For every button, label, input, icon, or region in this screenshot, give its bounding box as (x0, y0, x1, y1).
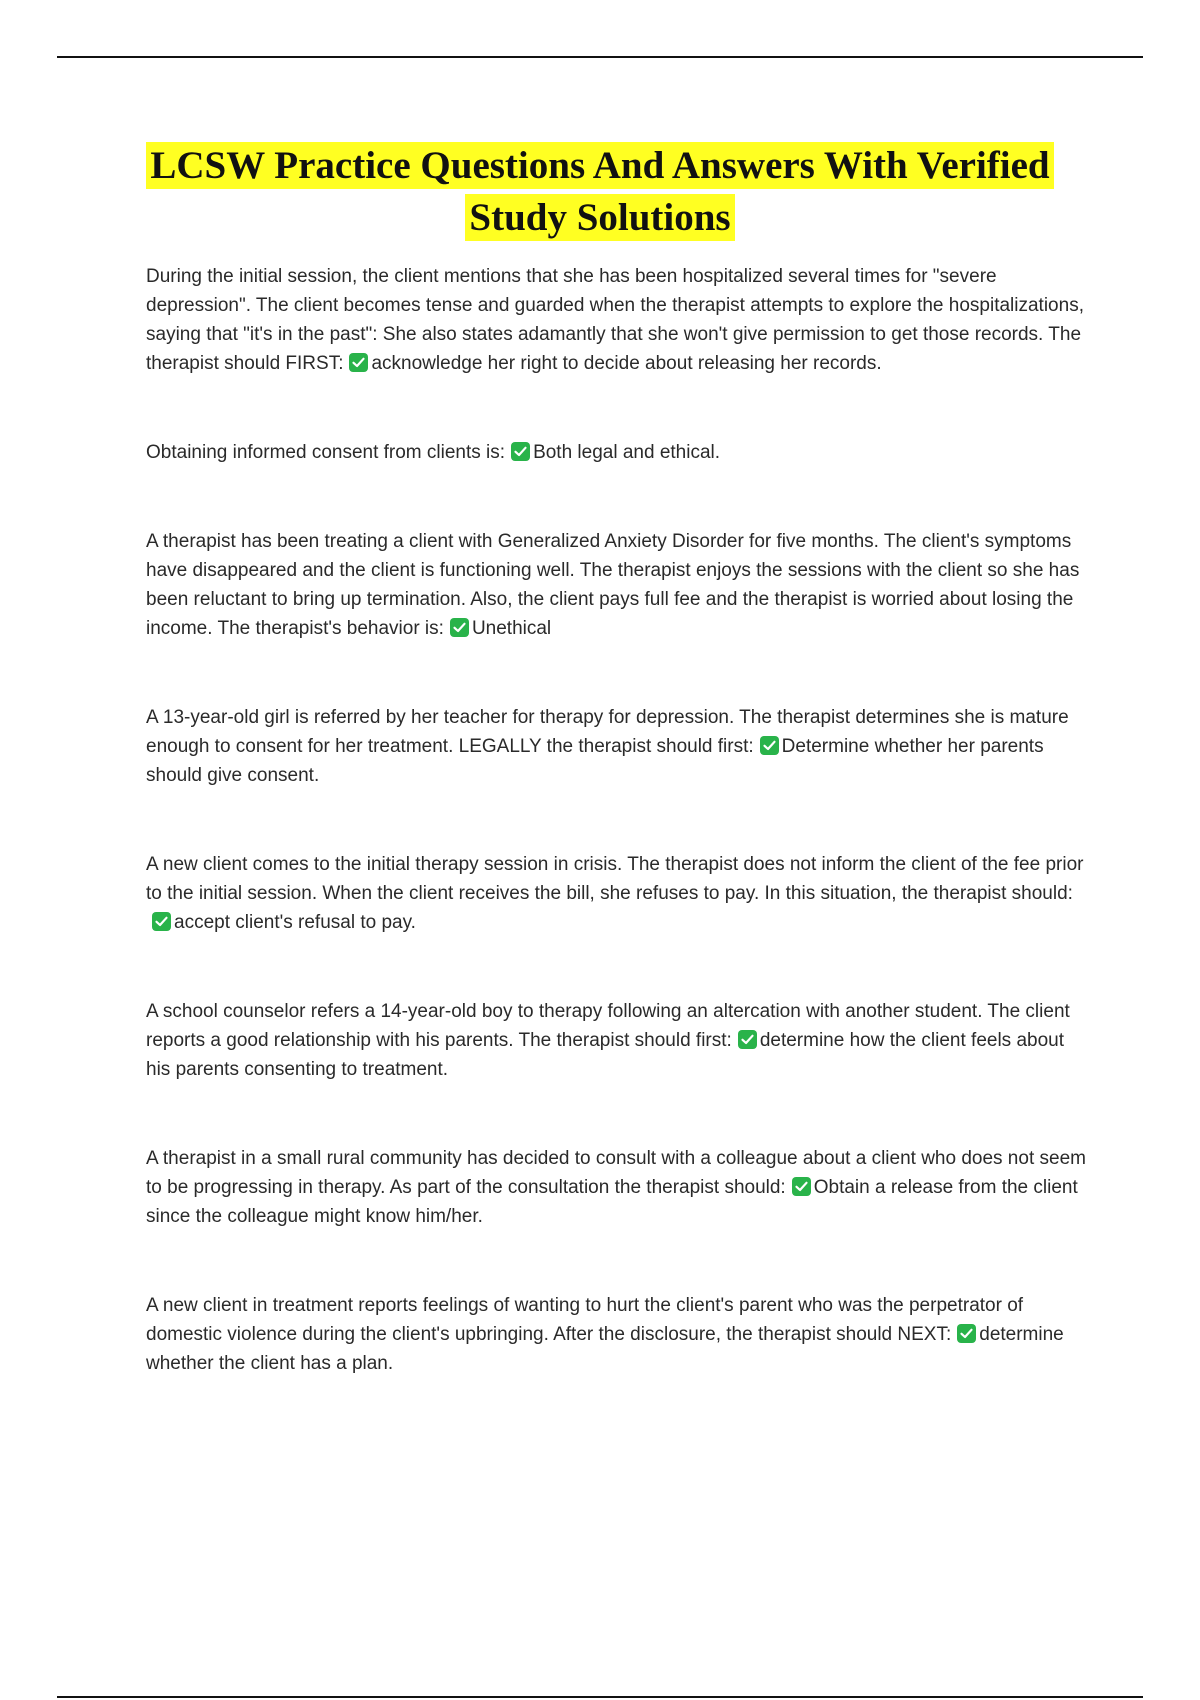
check-icon (792, 1177, 811, 1196)
answer-text: Determine whether her parents should give consent. (146, 736, 1044, 786)
bottom-rule (57, 1696, 1143, 1698)
answer-text: determine whether the client has a plan. (146, 1324, 1064, 1374)
question-text: A therapist has been treating a client with Generalized Anxiety Disorder for five months. The client's symptoms have disappeared and the client is functioning well. The therapist enjoys the sessions with the client so she has been reluctant to bring up termination. Also, the client pays full fee and the therapist is worried about losing the income. The therapist's behavior is: (146, 531, 1080, 639)
check-icon (349, 353, 368, 372)
qa-list (146, 262, 1092, 1438)
top-rule (57, 56, 1143, 58)
title-highlight: LCSW Practice Questions And Answers With Verified Study Solutions (146, 142, 1053, 241)
question-text: During the initial session, the client mentions that she has been hospitalized several times for "severe depression". The client becomes tense and guarded when the therapist attempts to explore the hospitalizations, saying that "it's in the past": She also states adamantly that she won't give permission to get those records. The therapist should FIRST: (146, 266, 1084, 374)
qa-item (146, 262, 1092, 378)
check-icon (152, 912, 171, 931)
question-text: Obtaining informed consent from clients is: (146, 442, 506, 463)
qa-item (146, 527, 1092, 643)
answer-text: Both legal and ethical. (533, 442, 721, 463)
check-icon (511, 442, 530, 461)
answer-text: Unethical (471, 618, 552, 639)
answer-text: Obtain a release from the client since the colleague might know him/her. (146, 1177, 1078, 1227)
qa-item (146, 703, 1092, 790)
question-text: A new client in treatment reports feelings of wanting to hurt the client's parent who was the perpetrator of domestic violence during the client's upbringing. After the disclosure, the therapist should NEXT: (146, 1295, 1024, 1345)
question-text: A school counselor refers a 14-year-old boy to therapy following an altercation with another student. The client reports a good relationship with his parents. The therapist should first: (146, 1001, 1070, 1051)
document-title (100, 140, 1100, 244)
question-text: A 13-year-old girl is referred by her teacher for therapy for depression. The therapist determines she is mature enough to consent for her treatment. LEGALLY the therapist should first: (146, 707, 1069, 757)
qa-item (146, 438, 1092, 467)
check-icon (957, 1324, 976, 1343)
qa-item (146, 1291, 1092, 1378)
answer-text: accept client's refusal to pay. (174, 912, 416, 933)
answer-text: determine how the client feels about his parents consenting to treatment. (146, 1030, 1064, 1080)
check-icon (738, 1030, 757, 1049)
check-icon (760, 736, 779, 755)
question-text: A new client comes to the initial therapy session in crisis. The therapist does not inform the client of the fee prior to the initial session. When the client receives the bill, she refuses to pay. In this situation, the therapist should: (146, 854, 1084, 904)
qa-item (146, 1144, 1092, 1231)
qa-item (146, 850, 1092, 937)
qa-item (146, 997, 1092, 1084)
answer-text: acknowledge her right to decide about releasing her records. (371, 353, 882, 374)
question-text: A therapist in a small rural community has decided to consult with a colleague about a client who does not seem to be progressing in therapy. As part of the consultation the therapist should: (146, 1148, 1086, 1198)
check-icon (450, 618, 469, 637)
